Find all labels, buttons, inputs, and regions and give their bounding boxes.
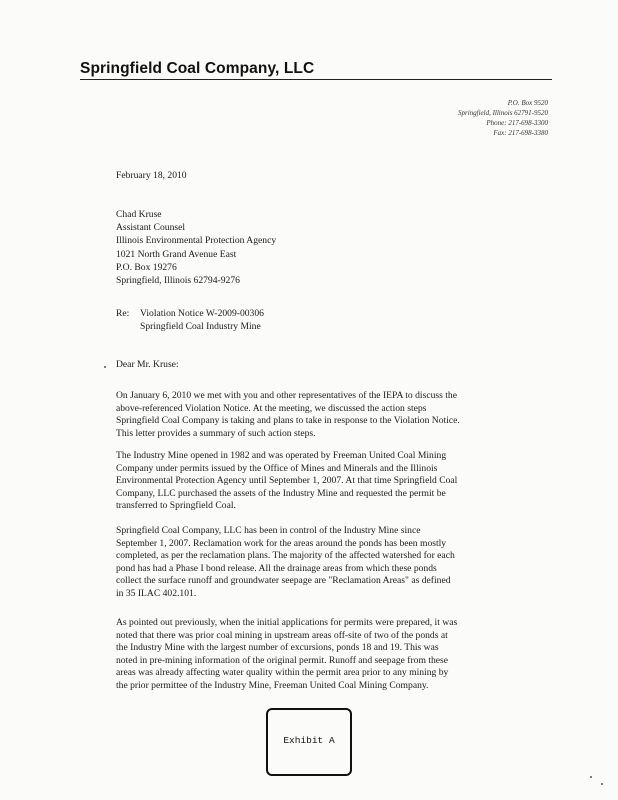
scan-speck	[590, 776, 592, 778]
paragraph-line: collect the surface runoff and groundwater seepage are "Reclamation Areas" as defined	[116, 575, 451, 587]
paragraph-line: transferred to Springfield Coal.	[116, 500, 236, 512]
company-name: Springfield Coal Company, LLC	[80, 60, 315, 77]
recipient-line: 1021 North Grand Avenue East	[116, 248, 237, 260]
body-paragraph	[116, 525, 516, 601]
paragraph-line: Springfield Coal Company is taking and plans to take in response to the Violation Notice.	[116, 415, 460, 427]
body-paragraph	[116, 617, 516, 693]
contact-block	[412, 98, 548, 138]
paragraph-line: noted in pre-mining information of the original permit. Runoff and seepage from these	[116, 654, 449, 666]
re-line: Springfield Coal Industry Mine	[140, 321, 261, 332]
paragraph-line: areas was already affecting water quality within the permit area prior to any mining by	[116, 667, 449, 679]
recipient-line: Illinois Environmental Protection Agency	[116, 235, 277, 247]
paragraph-line: As pointed out previously, when the initial applications for permits were prepared, it was	[116, 617, 458, 628]
paragraph-line: September 1, 2007. Reclamation work for the areas around the ponds has been mostly	[116, 537, 447, 549]
recipient-address	[116, 208, 276, 287]
paragraph-line: This letter provides a summary of such action steps.	[116, 427, 316, 439]
recipient-line: P.O. Box 19276	[116, 261, 177, 273]
paragraph-line: noted that there was prior coal mining in upstream areas off-site of two of the ponds at	[116, 629, 448, 641]
paragraph-line: On January 6, 2010 we met with you and other representatives of the IEPA to discuss the	[116, 390, 457, 401]
paragraph-line: Environmental Protection Agency until September 1, 2007. At that time Springfield Coal	[116, 475, 458, 487]
paragraph-line: completed, as per the reclamation plans. The majority of the affected watershed for each	[116, 550, 455, 562]
recipient-line: Assistant Counsel	[116, 222, 186, 234]
scan-speck	[104, 366, 106, 368]
contact-phone: Phone: 217-698-3300	[486, 119, 548, 127]
scan-speck	[601, 783, 603, 785]
letter-date: February 18, 2010	[116, 170, 187, 181]
paragraph-line: Springfield Coal Company, LLC has been in control of the Industry Mine since	[116, 525, 421, 536]
letterhead-rule	[80, 79, 552, 80]
contact-po-box: P.O. Box 9520	[507, 99, 548, 107]
paragraph-line: The Industry Mine opened in 1982 and was operated by Freeman United Coal Mining	[116, 450, 447, 461]
re-label: Re:	[116, 308, 130, 319]
body-paragraph	[116, 390, 516, 440]
exhibit-stamp	[266, 708, 352, 776]
re-line: Violation Notice W-2009-00306	[140, 308, 264, 319]
recipient-line: Chad Kruse	[116, 209, 162, 220]
body-paragraph	[116, 450, 516, 513]
paragraph-line: Company under permits issued by the Office of Mines and Minerals and the Illinois	[116, 462, 438, 474]
paragraph-line: in 35 ILAC 402.101.	[116, 587, 197, 599]
contact-city: Springfield, Illinois 62791-9520	[457, 109, 548, 117]
paragraph-line: pond has had a Phase I bond release. All the drainage areas from which these ponds	[116, 562, 437, 574]
paragraph-line: Company, LLC purchased the assets of the Industry Mine and requested the permit be	[116, 487, 446, 499]
paragraph-line: the prior permittee of the Industry Mine, Freeman United Coal Mining Company.	[116, 679, 429, 691]
contact-fax: Fax: 217-698-3380	[493, 129, 548, 137]
exhibit-label: Exhibit A	[283, 735, 335, 746]
salutation: Dear Mr. Kruse:	[116, 359, 179, 370]
recipient-line: Springfield, Illinois 62794-9276	[116, 275, 240, 287]
paragraph-line: the Industry Mine with the largest number of excursions, ponds 18 and 19. This was	[116, 642, 439, 654]
paragraph-line: above-referenced Violation Notice. At the meeting, we discussed the action steps	[116, 402, 427, 414]
